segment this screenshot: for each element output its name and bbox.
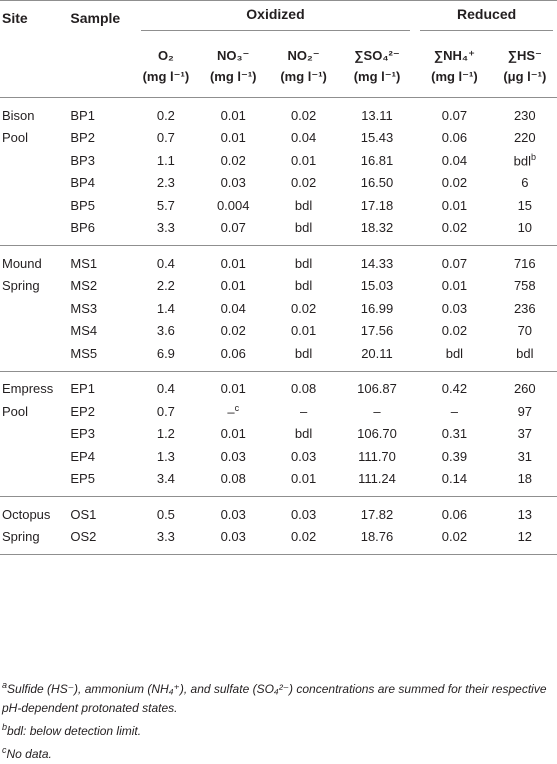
sample-cell: BP5	[70, 197, 95, 213]
table-row	[0, 342, 557, 371]
hs-cell: 260	[513, 381, 536, 397]
o2-cell: 3.4	[135, 468, 197, 497]
table-row	[0, 275, 557, 298]
hs-cell: bdl$^b$	[513, 152, 536, 169]
sample-cell: EP3	[70, 426, 95, 442]
site-cell: Spring	[0, 526, 70, 555]
o2-cell: 1.2	[156, 426, 175, 442]
header-no2: NO₂⁻ (mg l⁻¹)	[269, 35, 337, 98]
oxidized-label: Oxidized	[141, 6, 410, 31]
no3-cell: 0.01	[220, 107, 246, 123]
sample-cell: MS4	[70, 323, 98, 339]
footnote-b: $^b$bdl: below detection limit.	[2, 722, 142, 738]
so4-cell: 106.70	[357, 426, 397, 442]
hs-cell: 31	[517, 448, 533, 464]
site-cell	[0, 468, 70, 497]
o2-cell: 0.4	[156, 381, 175, 397]
hs-cell: 220	[513, 130, 536, 146]
sample-cell: EP2	[70, 403, 95, 419]
header-nh4: ∑NH₄⁺ (mg l⁻¹)	[416, 35, 492, 98]
site-cell	[0, 172, 70, 195]
header-no3: NO₃⁻ (mg l⁻¹)	[197, 35, 269, 98]
hs-cell: 6	[521, 175, 529, 191]
hs-cell: 716	[513, 255, 536, 271]
table-row	[0, 194, 557, 217]
no3-cell: 0.06	[197, 342, 269, 371]
nh4-cell: 0.02	[441, 175, 468, 191]
table-row	[0, 246, 557, 275]
reduced-label: Reduced	[420, 6, 553, 31]
so4-cell: 16.50	[360, 175, 394, 191]
so4-cell: 17.82	[360, 506, 394, 522]
nh4-cell: 0.39	[441, 448, 468, 464]
so4-cell: 14.33	[360, 255, 394, 271]
nh4-cell: 0.02	[441, 323, 468, 339]
no2-cell: 0.01	[290, 323, 317, 339]
sample-cell: MS3	[70, 300, 98, 316]
no2-cell: 0.02	[290, 107, 317, 123]
header-reduced	[416, 1, 557, 36]
table-row	[0, 497, 557, 526]
o2-cell: 0.5	[156, 506, 175, 522]
sample-cell: BP4	[70, 175, 95, 191]
footnote-c: $^c$No data.	[2, 745, 52, 761]
o2-cell: 0.7	[156, 130, 175, 146]
no3-cell: 0.07	[197, 217, 269, 246]
hs-cell: 70	[517, 323, 533, 339]
no2-cell: bdl	[294, 255, 313, 271]
hs-cell: 18	[493, 468, 557, 497]
so4-cell: 15.03	[360, 278, 394, 294]
no3-cell: 0.08	[197, 468, 269, 497]
hs-cell: 758	[513, 278, 536, 294]
footnote-a: $^a$Sulfide (HS⁻), ammonium (NH₄⁺), and sulfate (SO₄²⁻) concentrations are summed for their respective pH-dependent protonated states.	[2, 680, 547, 715]
sample-cell: BP3	[70, 152, 95, 168]
sample-cell: MS2	[70, 278, 98, 294]
footnotes	[2, 676, 552, 764]
o2-cell: 1.1	[156, 152, 175, 168]
sample-cell: OS2	[70, 526, 134, 555]
table-row	[0, 297, 557, 320]
header-row-columns	[0, 35, 557, 98]
site-cell	[0, 194, 70, 217]
table-body	[0, 98, 557, 555]
o2-cell: 3.3	[135, 526, 197, 555]
no2-cell: 0.03	[290, 506, 317, 522]
table-row	[0, 98, 557, 127]
site-cell: Pool	[2, 130, 29, 146]
sample-cell: EP5	[70, 468, 134, 497]
footnote-mark: b	[530, 152, 536, 163]
nh4-cell: 0.07	[441, 107, 468, 123]
table-row	[0, 445, 557, 468]
nh4-cell: 0.04	[441, 152, 468, 168]
no3-cell: 0.01	[220, 255, 246, 271]
o2-cell: 5.7	[156, 197, 175, 213]
no3-cell: 0.02	[220, 323, 246, 339]
no3-cell: 0.03	[197, 526, 269, 555]
no3-cell: 0.004	[216, 197, 250, 213]
so4-cell: 17.56	[360, 323, 394, 339]
sample-cell: EP1	[70, 381, 95, 397]
header-oxidized	[135, 1, 416, 36]
site-cell	[0, 149, 70, 172]
no2-cell: 0.08	[290, 381, 317, 397]
so4-cell: 15.43	[360, 130, 394, 146]
sample-cell: BP2	[70, 130, 95, 146]
o2-cell: 1.4	[156, 300, 175, 316]
nh4-cell: 0.06	[441, 506, 468, 522]
footnote-mark: c	[234, 403, 240, 414]
header-site: Site	[0, 1, 70, 36]
so4-cell: –	[373, 403, 381, 419]
so4-cell: 13.11	[361, 107, 393, 123]
no2-cell: 0.02	[269, 526, 337, 555]
nh4-cell: 0.03	[441, 300, 468, 316]
table-row	[0, 127, 557, 150]
hs-cell: 37	[517, 426, 533, 442]
no2-cell: bdl	[294, 278, 313, 294]
table-row	[0, 423, 557, 446]
hs-cell: 236	[513, 300, 536, 316]
o2-cell: 2.3	[156, 175, 175, 191]
so4-cell: 18.76	[338, 526, 416, 555]
site-cell	[0, 217, 70, 246]
no2-cell: 0.04	[290, 130, 317, 146]
hs-cell: bdl	[493, 342, 557, 371]
no2-cell: 0.02	[290, 175, 317, 191]
o2-cell: 6.9	[135, 342, 197, 371]
hs-cell: 230	[513, 107, 536, 123]
o2-cell: 2.2	[156, 278, 175, 294]
site-cell	[0, 297, 70, 320]
sample-cell: BP1	[70, 107, 95, 123]
so4-cell: 111.24	[338, 468, 416, 497]
site-cell: Bison	[2, 107, 35, 123]
o2-cell: 3.3	[135, 217, 197, 246]
no2-cell: –	[299, 403, 308, 419]
site-cell	[0, 342, 70, 371]
nh4-cell: 0.02	[416, 217, 492, 246]
site-cell: Spring	[2, 278, 40, 294]
o2-cell: 0.2	[156, 107, 175, 123]
table-row	[0, 400, 557, 423]
header-sample: Sample	[70, 1, 134, 36]
sample-cell: MS1	[70, 255, 98, 271]
no3-cell: 0.03	[220, 448, 246, 464]
hs-cell: 12	[493, 526, 557, 555]
no2-cell: bdl	[269, 342, 337, 371]
so4-cell: 16.81	[360, 152, 394, 168]
o2-cell: 1.3	[156, 448, 175, 464]
sample-cell: MS5	[70, 342, 134, 371]
hs-cell: 10	[493, 217, 557, 246]
no3-cell: 0.01	[220, 278, 246, 294]
nh4-cell: 0.06	[441, 130, 468, 146]
no2-cell: 0.01	[269, 468, 337, 497]
site-cell	[0, 320, 70, 343]
header-o2: O₂ (mg l⁻¹)	[135, 35, 197, 98]
nh4-cell: 0.01	[441, 278, 468, 294]
header-so4: ∑SO₄²⁻ (mg l⁻¹)	[338, 35, 416, 98]
site-cell: Octopus	[2, 506, 51, 522]
nh4-cell: bdl	[416, 342, 492, 371]
hs-cell: 13	[517, 506, 533, 522]
table-row	[0, 371, 557, 400]
nh4-cell: 0.42	[441, 381, 468, 397]
no3-cell: 0.03	[220, 175, 246, 191]
no2-cell: 0.01	[290, 152, 317, 168]
nh4-cell: 0.02	[416, 526, 492, 555]
no2-cell: bdl	[294, 197, 313, 213]
table-row	[0, 526, 557, 555]
so4-cell: 17.18	[360, 197, 394, 213]
no2-cell: bdl	[269, 217, 337, 246]
no2-cell: bdl	[294, 426, 313, 442]
hs-cell: 97	[517, 403, 533, 419]
nh4-cell: 0.07	[441, 255, 468, 271]
no3-cell: 0.01	[220, 381, 246, 397]
nh4-cell: –	[450, 403, 459, 419]
no2-cell: 0.02	[290, 300, 317, 316]
nh4-cell: 0.01	[441, 197, 468, 213]
site-cell: Mound	[2, 255, 42, 271]
so4-cell: 106.87	[357, 381, 397, 397]
site-cell	[0, 423, 70, 446]
no2-cell: 0.03	[290, 448, 317, 464]
no3-cell: –$^c$	[227, 403, 240, 420]
table-row	[0, 320, 557, 343]
sample-cell: OS1	[70, 506, 97, 522]
site-cell	[0, 445, 70, 468]
so4-cell: 18.32	[338, 217, 416, 246]
table-row	[0, 172, 557, 195]
header-hs: ∑HS⁻ (μg l⁻¹)	[493, 35, 557, 98]
o2-cell: 0.7	[156, 403, 175, 419]
table-row	[0, 149, 557, 172]
hs-cell: 15	[517, 197, 533, 213]
nh4-cell: 0.31	[441, 426, 468, 442]
no3-cell: 0.01	[220, 426, 246, 442]
sample-cell: EP4	[70, 448, 95, 464]
site-cell: Empress	[2, 381, 54, 397]
table-row	[0, 468, 557, 497]
no3-cell: 0.04	[220, 300, 246, 316]
so4-cell: 20.11	[338, 342, 416, 371]
nh4-cell: 0.14	[416, 468, 492, 497]
site-cell: Pool	[2, 403, 29, 419]
table-row	[0, 217, 557, 246]
header-row-groups	[0, 1, 557, 36]
no3-cell: 0.03	[220, 506, 246, 522]
so4-cell: 16.99	[360, 300, 394, 316]
o2-cell: 0.4	[156, 255, 175, 271]
so4-cell: 111.70	[358, 448, 396, 464]
no3-cell: 0.01	[220, 130, 246, 146]
no3-cell: 0.02	[220, 152, 246, 168]
o2-cell: 3.6	[156, 323, 175, 339]
sample-cell: BP6	[70, 217, 134, 246]
